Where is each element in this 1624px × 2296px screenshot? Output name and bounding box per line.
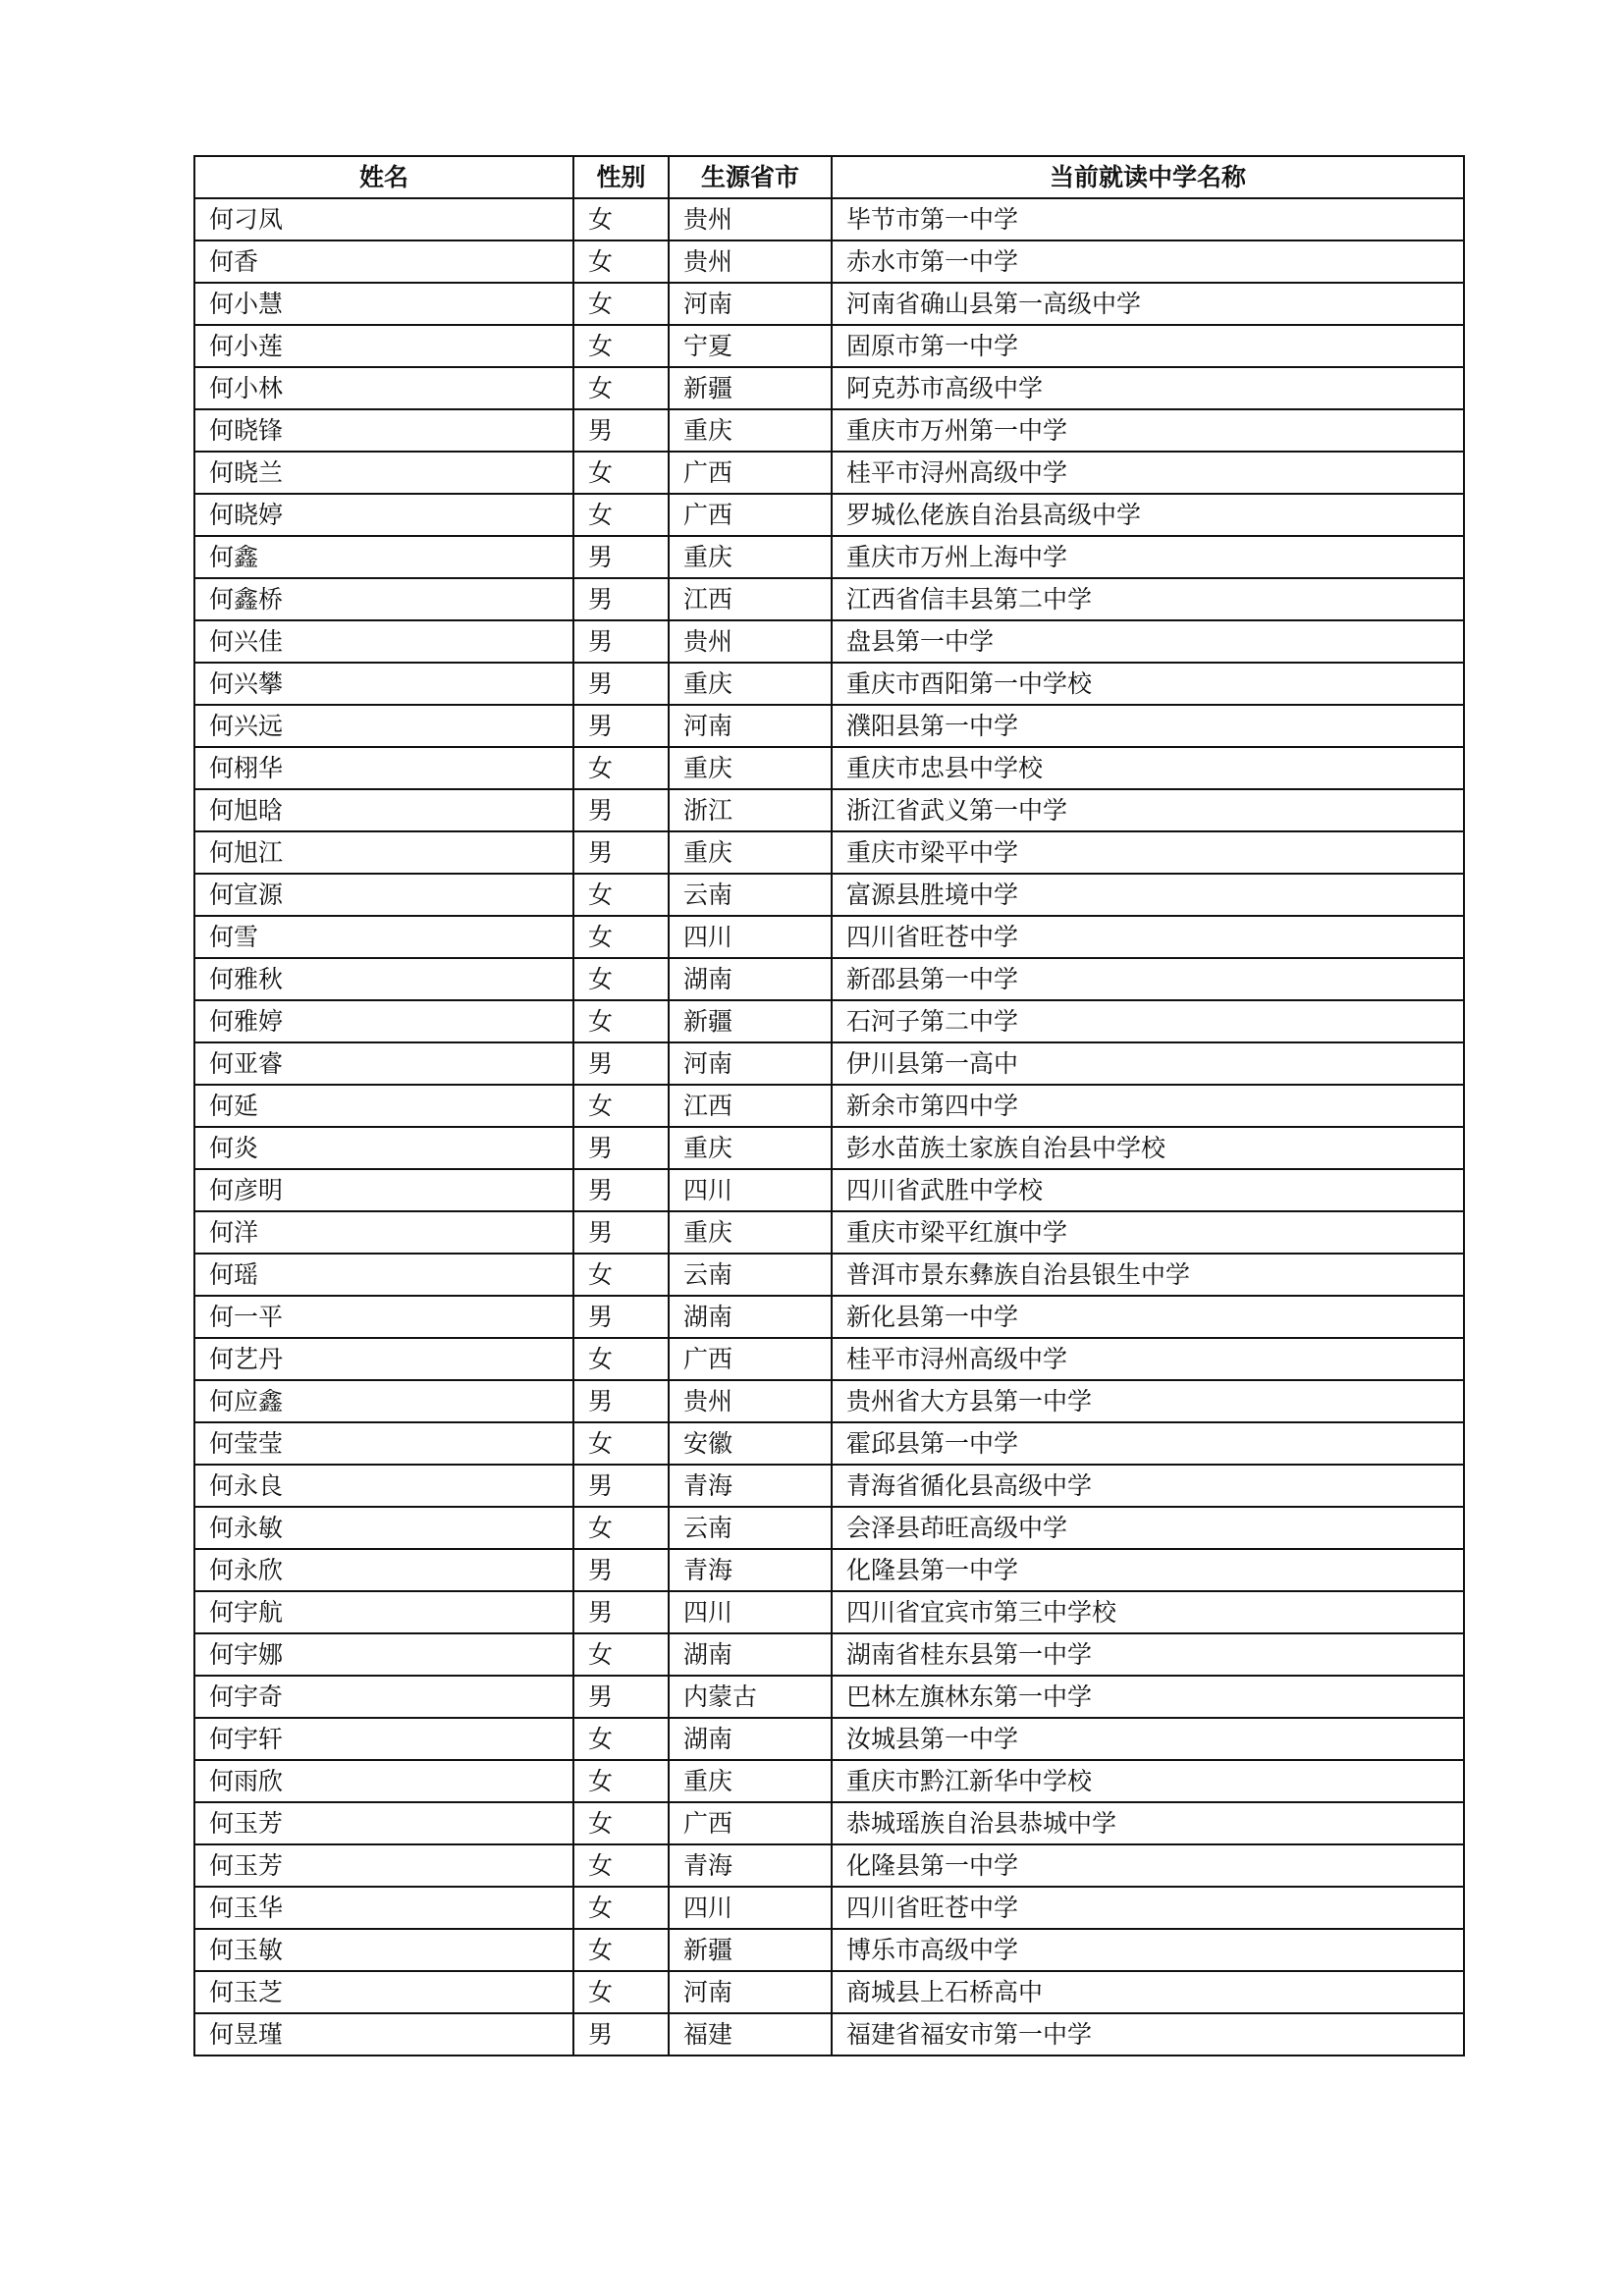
cell-province: 云南 [669, 1254, 832, 1296]
cell-name: 何宇轩 [194, 1718, 573, 1760]
cell-school: 固原市第一中学 [832, 325, 1464, 367]
cell-school: 罗城仫佬族自治县高级中学 [832, 494, 1464, 536]
cell-province: 重庆 [669, 747, 832, 789]
cell-name: 何应鑫 [194, 1380, 573, 1422]
cell-school: 重庆市酉阳第一中学校 [832, 663, 1464, 705]
cell-province: 四川 [669, 1169, 832, 1211]
cell-name: 何旭晗 [194, 789, 573, 831]
table-row [194, 916, 1464, 958]
table-row [194, 240, 1464, 283]
cell-name: 何玉华 [194, 1887, 573, 1929]
cell-school: 四川省宜宾市第三中学校 [832, 1591, 1464, 1633]
cell-school: 重庆市梁平红旗中学 [832, 1211, 1464, 1254]
cell-name: 何晓婷 [194, 494, 573, 536]
cell-province: 湖南 [669, 1633, 832, 1676]
table-row [194, 578, 1464, 620]
table-row [194, 1169, 1464, 1211]
cell-gender: 女 [573, 1507, 669, 1549]
cell-gender: 女 [573, 1844, 669, 1887]
table-row [194, 198, 1464, 240]
cell-gender: 男 [573, 789, 669, 831]
cell-name: 何小慧 [194, 283, 573, 325]
header-name: 姓名 [194, 156, 573, 198]
cell-name: 何兴攀 [194, 663, 573, 705]
table-row [194, 409, 1464, 452]
cell-province: 河南 [669, 705, 832, 747]
cell-name: 何宇娜 [194, 1633, 573, 1676]
cell-name: 何小林 [194, 367, 573, 409]
cell-province: 四川 [669, 1887, 832, 1929]
cell-gender: 女 [573, 1929, 669, 1971]
cell-gender: 男 [573, 1676, 669, 1718]
cell-province: 重庆 [669, 409, 832, 452]
cell-province: 河南 [669, 283, 832, 325]
cell-name: 何鑫桥 [194, 578, 573, 620]
cell-gender: 男 [573, 1549, 669, 1591]
cell-school: 普洱市景东彝族自治县银生中学 [832, 1254, 1464, 1296]
table-body [194, 198, 1464, 2056]
cell-gender: 女 [573, 1760, 669, 1802]
cell-province: 江西 [669, 578, 832, 620]
table-row [194, 367, 1464, 409]
cell-gender: 女 [573, 874, 669, 916]
cell-gender: 女 [573, 747, 669, 789]
cell-name: 何永欣 [194, 1549, 573, 1591]
cell-province: 贵州 [669, 1380, 832, 1422]
cell-province: 贵州 [669, 198, 832, 240]
cell-province: 新疆 [669, 367, 832, 409]
cell-province: 广西 [669, 452, 832, 494]
cell-gender: 男 [573, 663, 669, 705]
cell-name: 何雅秋 [194, 958, 573, 1000]
table-row [194, 2013, 1464, 2056]
cell-gender: 女 [573, 494, 669, 536]
cell-gender: 男 [573, 578, 669, 620]
table-row [194, 1760, 1464, 1802]
cell-name: 何一平 [194, 1296, 573, 1338]
cell-name: 何宇航 [194, 1591, 573, 1633]
table-row [194, 874, 1464, 916]
cell-gender: 男 [573, 1127, 669, 1169]
cell-school: 石河子第二中学 [832, 1000, 1464, 1042]
table-row [194, 1127, 1464, 1169]
cell-gender: 男 [573, 1465, 669, 1507]
cell-school: 江西省信丰县第二中学 [832, 578, 1464, 620]
cell-province: 安徽 [669, 1422, 832, 1465]
cell-name: 何玉芳 [194, 1802, 573, 1844]
cell-gender: 男 [573, 1380, 669, 1422]
cell-gender: 男 [573, 1169, 669, 1211]
cell-name: 何昱瑾 [194, 2013, 573, 2056]
cell-school: 重庆市万州上海中学 [832, 536, 1464, 578]
cell-province: 宁夏 [669, 325, 832, 367]
cell-school: 霍邱县第一中学 [832, 1422, 1464, 1465]
table-row [194, 747, 1464, 789]
cell-gender: 女 [573, 1802, 669, 1844]
header-province: 生源省市 [669, 156, 832, 198]
cell-gender: 男 [573, 620, 669, 663]
cell-province: 贵州 [669, 620, 832, 663]
table-row [194, 789, 1464, 831]
cell-name: 何旭江 [194, 831, 573, 874]
cell-gender: 男 [573, 1296, 669, 1338]
cell-name: 何鑫 [194, 536, 573, 578]
table-row [194, 1549, 1464, 1591]
cell-name: 何兴远 [194, 705, 573, 747]
cell-province: 河南 [669, 1042, 832, 1085]
cell-province: 湖南 [669, 958, 832, 1000]
cell-school: 福建省福安市第一中学 [832, 2013, 1464, 2056]
cell-school: 四川省旺苍中学 [832, 916, 1464, 958]
table-row [194, 1085, 1464, 1127]
cell-name: 何玉敏 [194, 1929, 573, 1971]
cell-province: 广西 [669, 1802, 832, 1844]
cell-school: 阿克苏市高级中学 [832, 367, 1464, 409]
cell-school: 商城县上石桥高中 [832, 1971, 1464, 2013]
cell-name: 何晓锋 [194, 409, 573, 452]
cell-name: 何香 [194, 240, 573, 283]
table-row [194, 1211, 1464, 1254]
cell-gender: 男 [573, 409, 669, 452]
cell-name: 何瑶 [194, 1254, 573, 1296]
cell-province: 青海 [669, 1465, 832, 1507]
cell-province: 新疆 [669, 1929, 832, 1971]
cell-name: 何宣源 [194, 874, 573, 916]
cell-gender: 男 [573, 831, 669, 874]
cell-name: 何艺丹 [194, 1338, 573, 1380]
cell-school: 新邵县第一中学 [832, 958, 1464, 1000]
table-row [194, 452, 1464, 494]
cell-gender: 女 [573, 240, 669, 283]
table-row [194, 1254, 1464, 1296]
cell-gender: 女 [573, 1718, 669, 1760]
header-gender: 性别 [573, 156, 669, 198]
cell-school: 化隆县第一中学 [832, 1844, 1464, 1887]
cell-gender: 女 [573, 1338, 669, 1380]
table-row [194, 283, 1464, 325]
cell-school: 富源县胜境中学 [832, 874, 1464, 916]
cell-school: 彭水苗族土家族自治县中学校 [832, 1127, 1464, 1169]
cell-gender: 女 [573, 367, 669, 409]
cell-name: 何莹莹 [194, 1422, 573, 1465]
cell-name: 何小莲 [194, 325, 573, 367]
cell-gender: 女 [573, 916, 669, 958]
cell-name: 何宇奇 [194, 1676, 573, 1718]
cell-province: 云南 [669, 1507, 832, 1549]
cell-province: 福建 [669, 2013, 832, 2056]
cell-school: 青海省循化县高级中学 [832, 1465, 1464, 1507]
table-row [194, 705, 1464, 747]
table-row [194, 958, 1464, 1000]
table-row [194, 1296, 1464, 1338]
cell-school: 桂平市浔州高级中学 [832, 1338, 1464, 1380]
cell-province: 青海 [669, 1549, 832, 1591]
cell-gender: 女 [573, 1254, 669, 1296]
cell-gender: 女 [573, 198, 669, 240]
cell-school: 新余市第四中学 [832, 1085, 1464, 1127]
cell-name: 何雨欣 [194, 1760, 573, 1802]
cell-school: 重庆市万州第一中学 [832, 409, 1464, 452]
table-row [194, 1718, 1464, 1760]
cell-gender: 女 [573, 1633, 669, 1676]
table-row [194, 1042, 1464, 1085]
cell-province: 重庆 [669, 536, 832, 578]
cell-gender: 女 [573, 1887, 669, 1929]
cell-gender: 女 [573, 958, 669, 1000]
table-row [194, 1591, 1464, 1633]
cell-name: 何永敏 [194, 1507, 573, 1549]
cell-province: 重庆 [669, 663, 832, 705]
cell-gender: 女 [573, 325, 669, 367]
cell-school: 重庆市黔江新华中学校 [832, 1760, 1464, 1802]
cell-name: 何延 [194, 1085, 573, 1127]
cell-province: 四川 [669, 1591, 832, 1633]
cell-name: 何栩华 [194, 747, 573, 789]
table-row [194, 1971, 1464, 2013]
cell-name: 何亚睿 [194, 1042, 573, 1085]
cell-name: 何玉芳 [194, 1844, 573, 1887]
cell-school: 浙江省武义第一中学 [832, 789, 1464, 831]
cell-school: 重庆市忠县中学校 [832, 747, 1464, 789]
cell-school: 恭城瑶族自治县恭城中学 [832, 1802, 1464, 1844]
cell-province: 湖南 [669, 1718, 832, 1760]
cell-school: 濮阳县第一中学 [832, 705, 1464, 747]
cell-school: 赤水市第一中学 [832, 240, 1464, 283]
table-row [194, 494, 1464, 536]
cell-province: 云南 [669, 874, 832, 916]
table-row [194, 1929, 1464, 1971]
cell-gender: 女 [573, 1000, 669, 1042]
cell-school: 博乐市高级中学 [832, 1929, 1464, 1971]
cell-name: 何永良 [194, 1465, 573, 1507]
cell-gender: 女 [573, 283, 669, 325]
header-row [194, 156, 1464, 198]
cell-province: 江西 [669, 1085, 832, 1127]
table-row [194, 620, 1464, 663]
cell-gender: 女 [573, 1085, 669, 1127]
cell-name: 何刁凤 [194, 198, 573, 240]
table-row [194, 1802, 1464, 1844]
cell-gender: 男 [573, 1591, 669, 1633]
cell-province: 青海 [669, 1844, 832, 1887]
cell-name: 何彦明 [194, 1169, 573, 1211]
cell-province: 重庆 [669, 1127, 832, 1169]
table-row [194, 1380, 1464, 1422]
cell-gender: 女 [573, 452, 669, 494]
cell-gender: 男 [573, 1211, 669, 1254]
cell-province: 重庆 [669, 1211, 832, 1254]
table-row [194, 663, 1464, 705]
cell-province: 广西 [669, 1338, 832, 1380]
cell-gender: 女 [573, 1422, 669, 1465]
cell-school: 四川省旺苍中学 [832, 1887, 1464, 1929]
table-row [194, 1887, 1464, 1929]
cell-province: 贵州 [669, 240, 832, 283]
cell-school: 毕节市第一中学 [832, 198, 1464, 240]
cell-province: 重庆 [669, 831, 832, 874]
cell-gender: 男 [573, 536, 669, 578]
cell-school: 四川省武胜中学校 [832, 1169, 1464, 1211]
cell-school: 新化县第一中学 [832, 1296, 1464, 1338]
cell-province: 广西 [669, 494, 832, 536]
cell-school: 盘县第一中学 [832, 620, 1464, 663]
cell-name: 何晓兰 [194, 452, 573, 494]
cell-school: 重庆市梁平中学 [832, 831, 1464, 874]
cell-province: 重庆 [669, 1760, 832, 1802]
table-row [194, 1676, 1464, 1718]
cell-province: 四川 [669, 916, 832, 958]
table-row [194, 1338, 1464, 1380]
cell-name: 何雪 [194, 916, 573, 958]
cell-gender: 女 [573, 1971, 669, 2013]
cell-province: 新疆 [669, 1000, 832, 1042]
cell-school: 汝城县第一中学 [832, 1718, 1464, 1760]
table-row [194, 1633, 1464, 1676]
cell-name: 何玉芝 [194, 1971, 573, 2013]
cell-school: 巴林左旗林东第一中学 [832, 1676, 1464, 1718]
table-row [194, 1844, 1464, 1887]
cell-province: 浙江 [669, 789, 832, 831]
cell-province: 河南 [669, 1971, 832, 2013]
cell-name: 何洋 [194, 1211, 573, 1254]
table-row [194, 1000, 1464, 1042]
cell-school: 会泽县茚旺高级中学 [832, 1507, 1464, 1549]
cell-name: 何兴佳 [194, 620, 573, 663]
student-table [193, 155, 1465, 2056]
table-row [194, 536, 1464, 578]
cell-school: 湖南省桂东县第一中学 [832, 1633, 1464, 1676]
cell-gender: 男 [573, 2013, 669, 2056]
cell-school: 伊川县第一高中 [832, 1042, 1464, 1085]
table-row [194, 1422, 1464, 1465]
cell-province: 内蒙古 [669, 1676, 832, 1718]
cell-name: 何雅婷 [194, 1000, 573, 1042]
cell-gender: 男 [573, 1042, 669, 1085]
header-school: 当前就读中学名称 [832, 156, 1464, 198]
cell-school: 贵州省大方县第一中学 [832, 1380, 1464, 1422]
table-row [194, 831, 1464, 874]
table-row [194, 1507, 1464, 1549]
cell-school: 化隆县第一中学 [832, 1549, 1464, 1591]
cell-name: 何炎 [194, 1127, 573, 1169]
cell-gender: 男 [573, 705, 669, 747]
table-row [194, 1465, 1464, 1507]
cell-school: 河南省确山县第一高级中学 [832, 283, 1464, 325]
table-row [194, 325, 1464, 367]
cell-school: 桂平市浔州高级中学 [832, 452, 1464, 494]
cell-province: 湖南 [669, 1296, 832, 1338]
